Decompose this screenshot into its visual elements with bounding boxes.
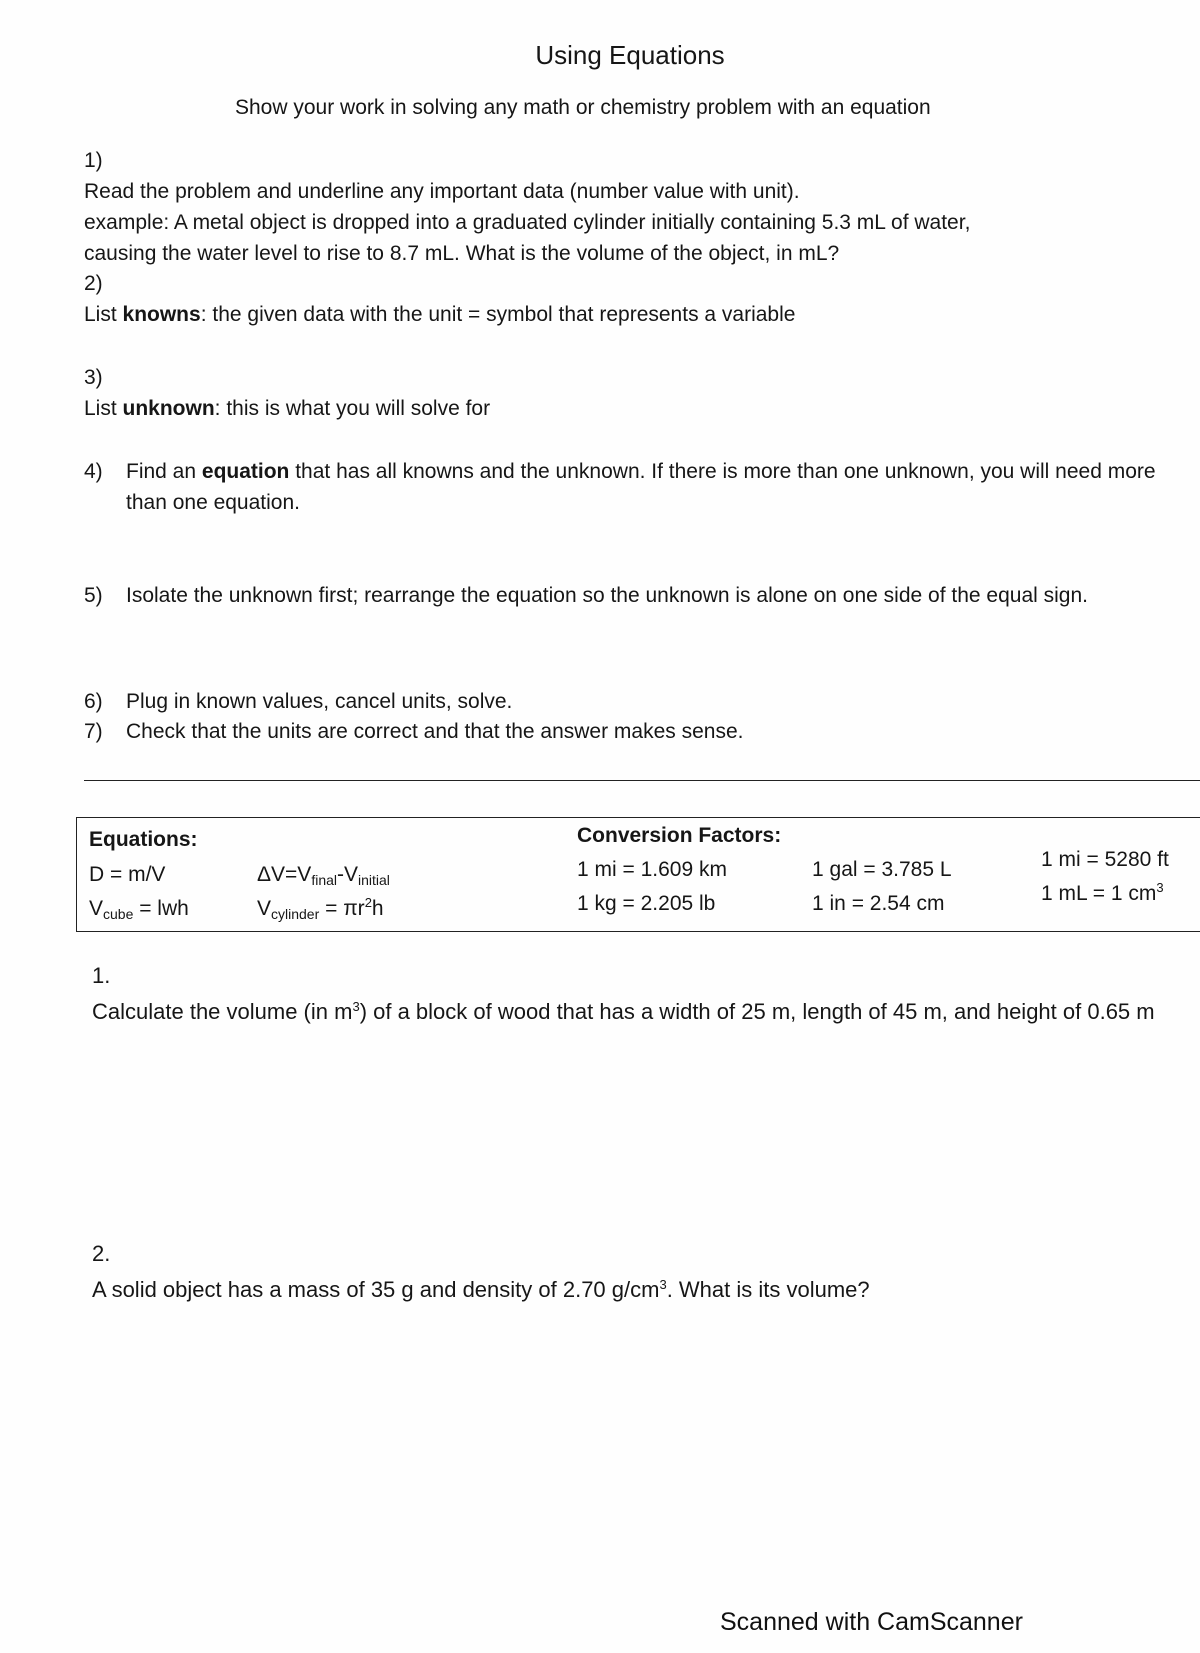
step-number: 2)	[84, 272, 103, 295]
step-4	[84, 456, 1186, 518]
step-text: List	[84, 397, 123, 420]
question-text: Calculate the volume (in $m^3$) of a block of wood that has a width of 25 m, length of 45 m, and height of 0.65 m	[92, 999, 1155, 1024]
step-text: that has all knowns and the unknown. If there is more than one unknown, you will need more than one equation.	[126, 460, 1156, 514]
step-keyword: knowns	[122, 303, 201, 326]
step-text: : the given data with the unit = symbol that represents a variable	[200, 303, 796, 326]
step-example: example: A metal object is dropped into a graduated cylinder initially containing 5.3 mL of water,	[84, 211, 971, 234]
equation-cylinder-volume: $V_{cylinder} = \pi r^2h$	[257, 895, 384, 922]
equations-label: Equations:	[89, 828, 198, 851]
section-divider	[84, 780, 1200, 781]
question-number: 1.	[92, 963, 111, 988]
step-number: 5)	[84, 584, 103, 607]
scanner-watermark: Scanned with CamScanner	[720, 1608, 1023, 1636]
step-example-cont: causing the water level to rise to 8.7 mL. What is the volume of the object, in mL?	[84, 242, 840, 265]
conversion-in-cm: 1 in = 2.54 cm	[812, 892, 945, 915]
question-1	[92, 958, 1200, 1030]
step-text: Read the problem and underline any important data (number value with unit).	[84, 180, 800, 203]
step-number: 3)	[84, 366, 103, 389]
conversion-mi-km: 1 mi = 1.609 km	[577, 858, 727, 881]
conversion-mi-ft: 1 mi = 5280 ft	[1041, 848, 1169, 871]
question-2	[92, 1236, 1200, 1308]
step-text: Find an	[126, 460, 202, 483]
step-keyword: unknown	[122, 397, 215, 420]
step-1	[84, 145, 1200, 269]
step-keyword: equation	[201, 460, 290, 483]
page-subtitle: Show your work in solving any math or chemistry problem with an equation	[235, 96, 931, 119]
step-text: : this is what you will solve for	[214, 397, 491, 420]
step-number: 7)	[84, 720, 103, 743]
step-number: 6)	[84, 690, 103, 713]
page-title: Using Equations	[535, 40, 725, 70]
step-3	[84, 362, 1200, 424]
reference-box	[76, 817, 1200, 932]
equation-cube-volume: $V_{cube}$ = lwh	[89, 897, 189, 922]
step-text: Check that the units are correct and that the answer makes sense.	[126, 720, 744, 743]
conversion-label: Conversion Factors:	[577, 824, 782, 847]
step-7	[84, 716, 1186, 747]
conversion-kg-lb: 1 kg = 2.205 lb	[577, 892, 716, 915]
step-text: Isolate the unknown first; rearrange the equation so the unknown is alone on one side of the equal sign.	[126, 584, 1088, 607]
step-number: 1)	[84, 149, 103, 172]
conversion-ml-cm3: 1 mL = 1 $cm^3$	[1041, 880, 1164, 905]
question-number: 2.	[92, 1241, 111, 1266]
step-text: List	[84, 303, 123, 326]
equation-density: D = m/V	[89, 863, 166, 886]
step-6	[84, 686, 1186, 717]
conversion-gal-l: 1 gal = 3.785 L	[812, 858, 952, 881]
question-text: A solid object has a mass of 35 g and density of 2.70 $g/cm^3$. What is its volume?	[92, 1277, 870, 1302]
equation-volume-change: $\Delta V=V_{final}-V_{initial}$	[257, 863, 390, 888]
step-5	[84, 580, 1186, 611]
step-text: Plug in known values, cancel units, solve.	[126, 690, 513, 713]
step-2	[84, 268, 1200, 330]
step-number: 4)	[84, 460, 103, 483]
